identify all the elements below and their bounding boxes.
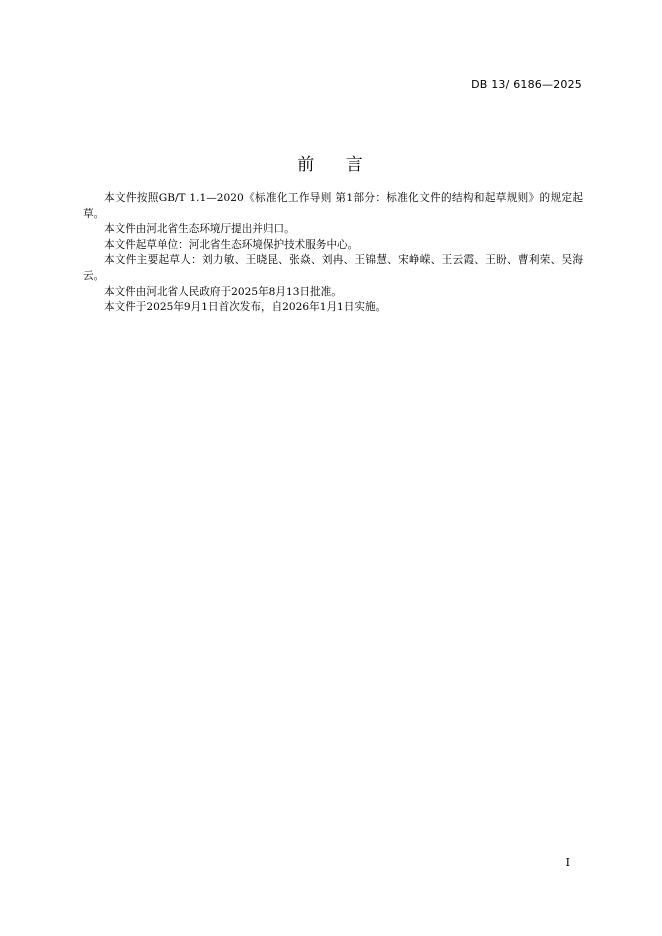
paragraph-drafting-unit: 本文件起草单位：河北省生态环境保护技术服务中心。 [104, 238, 359, 251]
paragraph-drafters: 本文件主要起草人：刘力敏、王晓昆、张焱、刘冉、王锦慧、宋峥嵘、王云霞、王盼、曹利荣、吴海云。 [83, 254, 583, 282]
paragraph-drafting-basis: 本文件按照GB/T 1.1—2020《标准化工作导则 第1部分：标准化文件的结构和起草规则》的规定起草。 [83, 192, 583, 220]
foreword-body [83, 191, 583, 316]
paragraph-approval: 本文件由河北省人民政府于2025年8月13日批准。 [104, 285, 342, 298]
paragraph-release: 本文件于2025年9月1日首次发布，自2026年1月1日实施。 [104, 301, 387, 314]
page-title: 前 言 [297, 155, 365, 175]
paragraph-proposer: 本文件由河北省生态环境厅提出并归口。 [104, 223, 295, 236]
page-number: I [565, 856, 570, 869]
standard-code: DB 13/ 6186—2025 [471, 78, 582, 91]
